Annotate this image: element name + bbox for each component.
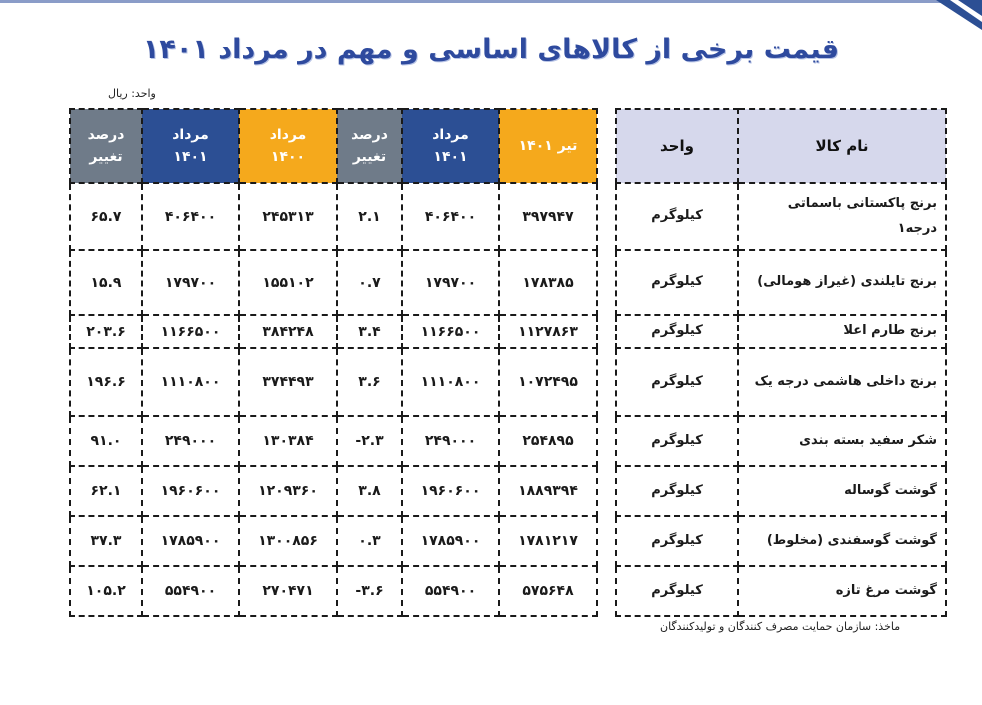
cell-unit: کیلوگرم bbox=[616, 416, 738, 466]
table-row bbox=[616, 466, 946, 516]
cell-change-b: ۲۰۳.۶ bbox=[70, 315, 142, 348]
cell-change-a: -۲.۳ bbox=[337, 416, 402, 466]
table-row bbox=[616, 566, 946, 616]
table-row bbox=[70, 416, 597, 466]
table-row bbox=[616, 348, 946, 416]
table-row bbox=[70, 516, 597, 566]
table-row bbox=[70, 566, 597, 616]
cell-unit: کیلوگرم bbox=[616, 566, 738, 616]
cell-goods-name: گوشت مرغ تازه bbox=[738, 566, 946, 616]
header-unit: واحد bbox=[616, 109, 738, 183]
cell-tir-1401: ۱۱۲۷۸۶۳ bbox=[499, 315, 597, 348]
table-row bbox=[616, 250, 946, 315]
cell-goods-name: برنج پاکستانی باسماتی درجه۱ bbox=[738, 183, 946, 250]
cell-tir-1401: ۱۷۸۱۲۱۷ bbox=[499, 516, 597, 566]
cell-change-a: ۳.۶ bbox=[337, 348, 402, 416]
cell-tir-1401: ۵۷۵۶۴۸ bbox=[499, 566, 597, 616]
header-tir-1401: تیر ۱۴۰۱ bbox=[499, 109, 597, 183]
cell-mordad-1401-a: ۴۰۶۴۰۰ bbox=[402, 183, 499, 250]
table-row bbox=[70, 183, 597, 250]
cell-unit: کیلوگرم bbox=[616, 250, 738, 315]
header-change-b: درصد تغییر bbox=[70, 109, 142, 183]
cell-tir-1401: ۳۹۷۹۴۷ bbox=[499, 183, 597, 250]
cell-mordad-1401-a: ۱۱۱۰۸۰۰ bbox=[402, 348, 499, 416]
cell-unit: کیلوگرم bbox=[616, 315, 738, 348]
cell-tir-1401: ۲۵۴۸۹۵ bbox=[499, 416, 597, 466]
cell-mordad-1401-b: ۱۱۱۰۸۰۰ bbox=[142, 348, 239, 416]
cell-mordad-1401-a: ۱۹۶۰۶۰۰ bbox=[402, 466, 499, 516]
cell-unit: کیلوگرم bbox=[616, 348, 738, 416]
cell-change-a: ۲.۱ bbox=[337, 183, 402, 250]
cell-mordad-1401-a: ۱۱۶۶۵۰۰ bbox=[402, 315, 499, 348]
cell-mordad-1401-a: ۱۷۹۷۰۰ bbox=[402, 250, 499, 315]
cell-mordad-1400: ۳۷۴۴۹۳ bbox=[239, 348, 337, 416]
unit-note: واحد: ریال bbox=[108, 87, 156, 100]
cell-mordad-1401-b: ۵۵۴۹۰۰ bbox=[142, 566, 239, 616]
header-goods-name: نام کالا bbox=[738, 109, 946, 183]
cell-tir-1401: ۱۸۸۹۳۹۴ bbox=[499, 466, 597, 516]
cell-change-a: ۰.۳ bbox=[337, 516, 402, 566]
cell-mordad-1400: ۳۸۴۲۴۸ bbox=[239, 315, 337, 348]
top-rule bbox=[0, 0, 955, 3]
cell-change-b: ۳۷.۳ bbox=[70, 516, 142, 566]
cell-mordad-1400: ۲۴۵۳۱۳ bbox=[239, 183, 337, 250]
corner-decoration-icon bbox=[936, 0, 982, 30]
table-row bbox=[70, 250, 597, 315]
header-change-a: درصد تغییر bbox=[337, 109, 402, 183]
cell-mordad-1401-a: ۵۵۴۹۰۰ bbox=[402, 566, 499, 616]
cell-mordad-1401-a: ۱۷۸۵۹۰۰ bbox=[402, 516, 499, 566]
goods-table bbox=[615, 108, 947, 617]
table-row bbox=[70, 348, 597, 416]
cell-mordad-1400: ۲۷۰۴۷۱ bbox=[239, 566, 337, 616]
cell-unit: کیلوگرم bbox=[616, 183, 738, 250]
table-row bbox=[616, 315, 946, 348]
cell-goods-name: شکر سفید بسته بندی bbox=[738, 416, 946, 466]
cell-mordad-1401-b: ۱۷۸۵۹۰۰ bbox=[142, 516, 239, 566]
header-mordad-1400: مرداد ۱۴۰۰ bbox=[239, 109, 337, 183]
price-table bbox=[69, 108, 598, 617]
source-note: ماخذ: سازمان حمایت مصرف کنندگان و تولیدکنندگان bbox=[660, 620, 901, 633]
table-row bbox=[616, 516, 946, 566]
cell-goods-name: برنج داخلی هاشمی درجه یک bbox=[738, 348, 946, 416]
cell-mordad-1401-b: ۴۰۶۴۰۰ bbox=[142, 183, 239, 250]
cell-change-a: ۰.۷ bbox=[337, 250, 402, 315]
header-mordad-1401-a: مرداد ۱۴۰۱ bbox=[402, 109, 499, 183]
cell-change-a: ۳.۸ bbox=[337, 466, 402, 516]
cell-mordad-1401-b: ۱۹۶۰۶۰۰ bbox=[142, 466, 239, 516]
table-row bbox=[70, 315, 597, 348]
cell-goods-name: برنج تایلندی (غیراز هومالی) bbox=[738, 250, 946, 315]
cell-change-b: ۱۹۶.۶ bbox=[70, 348, 142, 416]
cell-tir-1401: ۱۷۸۳۸۵ bbox=[499, 250, 597, 315]
cell-change-a: -۳.۶ bbox=[337, 566, 402, 616]
cell-change-b: ۶۵.۷ bbox=[70, 183, 142, 250]
cell-change-b: ۱۰۵.۲ bbox=[70, 566, 142, 616]
cell-unit: کیلوگرم bbox=[616, 516, 738, 566]
cell-mordad-1400: ۱۲۰۹۳۶۰ bbox=[239, 466, 337, 516]
cell-unit: کیلوگرم bbox=[616, 466, 738, 516]
cell-mordad-1401-a: ۲۴۹۰۰۰ bbox=[402, 416, 499, 466]
cell-goods-name: گوشت گوساله bbox=[738, 466, 946, 516]
cell-goods-name: برنج طارم اعلا bbox=[738, 315, 946, 348]
cell-mordad-1400: ۱۵۵۱۰۲ bbox=[239, 250, 337, 315]
cell-mordad-1400: ۱۳۰۳۸۴ bbox=[239, 416, 337, 466]
page-title: قیمت برخی از کالاهای اساسی و مهم در مرداد ۱۴۰۱ bbox=[142, 34, 840, 65]
cell-change-a: ۳.۴ bbox=[337, 315, 402, 348]
cell-change-b: ۹۱.۰ bbox=[70, 416, 142, 466]
cell-change-b: ۶۲.۱ bbox=[70, 466, 142, 516]
cell-mordad-1401-b: ۱۱۶۶۵۰۰ bbox=[142, 315, 239, 348]
cell-change-b: ۱۵.۹ bbox=[70, 250, 142, 315]
cell-mordad-1401-b: ۲۴۹۰۰۰ bbox=[142, 416, 239, 466]
cell-goods-name: گوشت گوسفندی (مخلوط) bbox=[738, 516, 946, 566]
table-row bbox=[70, 466, 597, 516]
header-mordad-1401-b: مرداد ۱۴۰۱ bbox=[142, 109, 239, 183]
cell-mordad-1400: ۱۳۰۰۸۵۶ bbox=[239, 516, 337, 566]
table-row bbox=[616, 183, 946, 250]
cell-mordad-1401-b: ۱۷۹۷۰۰ bbox=[142, 250, 239, 315]
cell-tir-1401: ۱۰۷۲۴۹۵ bbox=[499, 348, 597, 416]
table-row bbox=[616, 416, 946, 466]
